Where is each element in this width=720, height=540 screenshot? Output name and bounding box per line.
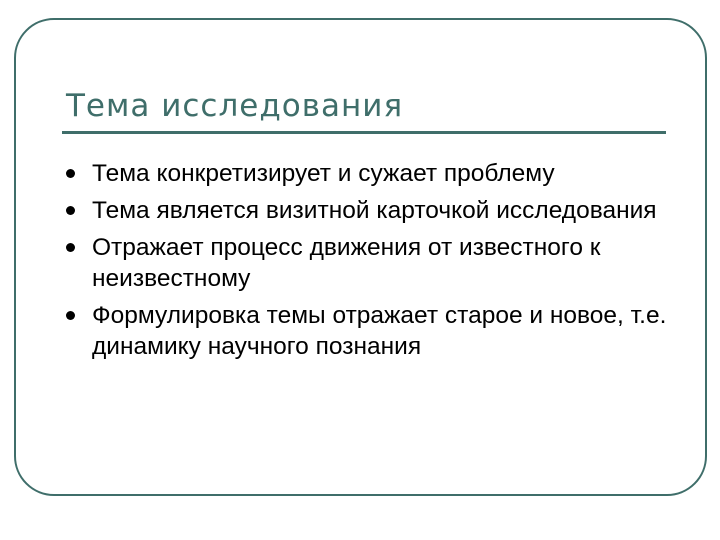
bullet-text: Формулировка темы отражает старое и новое, т.е. динамику научного познания bbox=[92, 302, 667, 360]
bullet-item bbox=[60, 158, 670, 189]
bullet-text: Тема конкретизирует и сужает проблему bbox=[92, 160, 555, 187]
slide-title: Тема исследования bbox=[66, 88, 404, 124]
bullet-dot-icon bbox=[66, 311, 75, 320]
bullet-item bbox=[60, 300, 670, 362]
title-underline bbox=[62, 131, 666, 134]
bullet-dot-icon bbox=[66, 243, 75, 252]
bullet-item bbox=[60, 195, 670, 226]
bullet-list bbox=[60, 158, 670, 368]
bullet-dot-icon bbox=[66, 206, 75, 215]
bullet-text: Тема является визитной карточкой исследования bbox=[92, 197, 657, 224]
bullet-dot-icon bbox=[66, 169, 75, 178]
bullet-item bbox=[60, 232, 670, 294]
bullet-text: Отражает процесс движения от известного к неизвестному bbox=[92, 234, 601, 292]
